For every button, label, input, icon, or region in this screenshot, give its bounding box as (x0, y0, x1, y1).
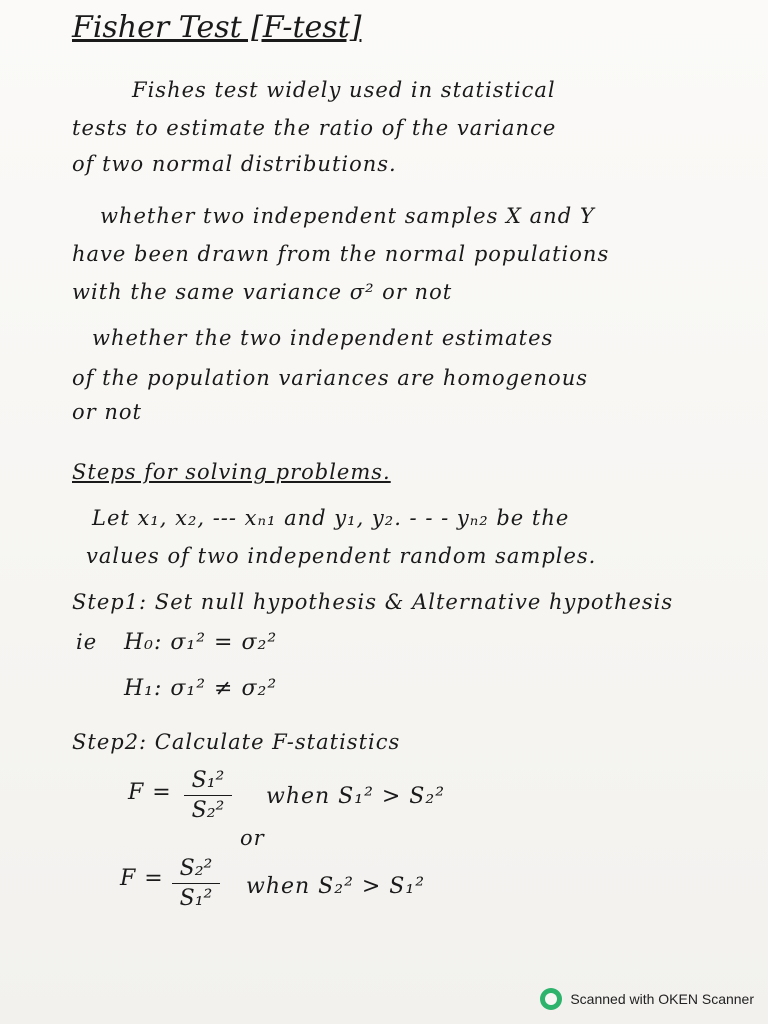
f1-numerator: S₁² (191, 768, 225, 793)
scanner-watermark (540, 988, 754, 1010)
or-text: or (240, 826, 265, 850)
oken-scanner-logo-icon (540, 988, 562, 1010)
fraction-bar (184, 795, 232, 796)
step2-label: Step2: Calculate F-statistics (72, 730, 401, 754)
para2-line-3: with the same variance σ² or not (72, 280, 453, 304)
intro-line-2: tests to estimate the ratio of the variance (72, 116, 557, 140)
intro-line-1: Fishes test widely used in statistical (132, 78, 556, 102)
let-line-2: values of two independent random samples. (86, 544, 597, 568)
let-line-1: Let x₁, x₂, --- xₙ₁ and y₁, y₂. - - - yₙ₂ be the (92, 506, 570, 530)
steps-heading: Steps for solving problems. (72, 460, 391, 484)
scanner-watermark-text: Scanned with OKEN Scanner (570, 991, 754, 1007)
f1-denominator: S₂² (191, 798, 225, 823)
f2-numerator: S₂² (179, 856, 213, 881)
step1-ie: ie (76, 630, 98, 654)
f-equals-1: F = (128, 780, 172, 805)
page-title: Fisher Test [F-test] (72, 10, 362, 45)
intro-line-3: of two normal distributions. (72, 152, 397, 176)
alternative-hypothesis: H₁: σ₁² ≠ σ₂² (124, 676, 278, 701)
f2-denominator: S₁² (179, 886, 213, 911)
f1-condition: when S₁² > S₂² (266, 784, 446, 809)
f-fraction-1 (184, 768, 232, 823)
para2-line-2: have been drawn from the normal populations (72, 242, 610, 266)
para3-line-3: or not (72, 400, 142, 424)
para3-line-2: of the population variances are homogenous (72, 366, 588, 390)
para3-line-1: whether the two independent estimates (92, 326, 554, 350)
f-fraction-2 (172, 856, 220, 911)
f-equals-2: F = (120, 866, 164, 891)
step1-label: Step1: Set null hypothesis & Alternative hypothesis (72, 590, 674, 614)
fraction-bar (172, 883, 220, 884)
para2-line-1: whether two independent samples X and Y (100, 204, 595, 228)
f2-condition: when S₂² > S₁² (246, 874, 426, 899)
null-hypothesis: H₀: σ₁² = σ₂² (124, 630, 278, 655)
